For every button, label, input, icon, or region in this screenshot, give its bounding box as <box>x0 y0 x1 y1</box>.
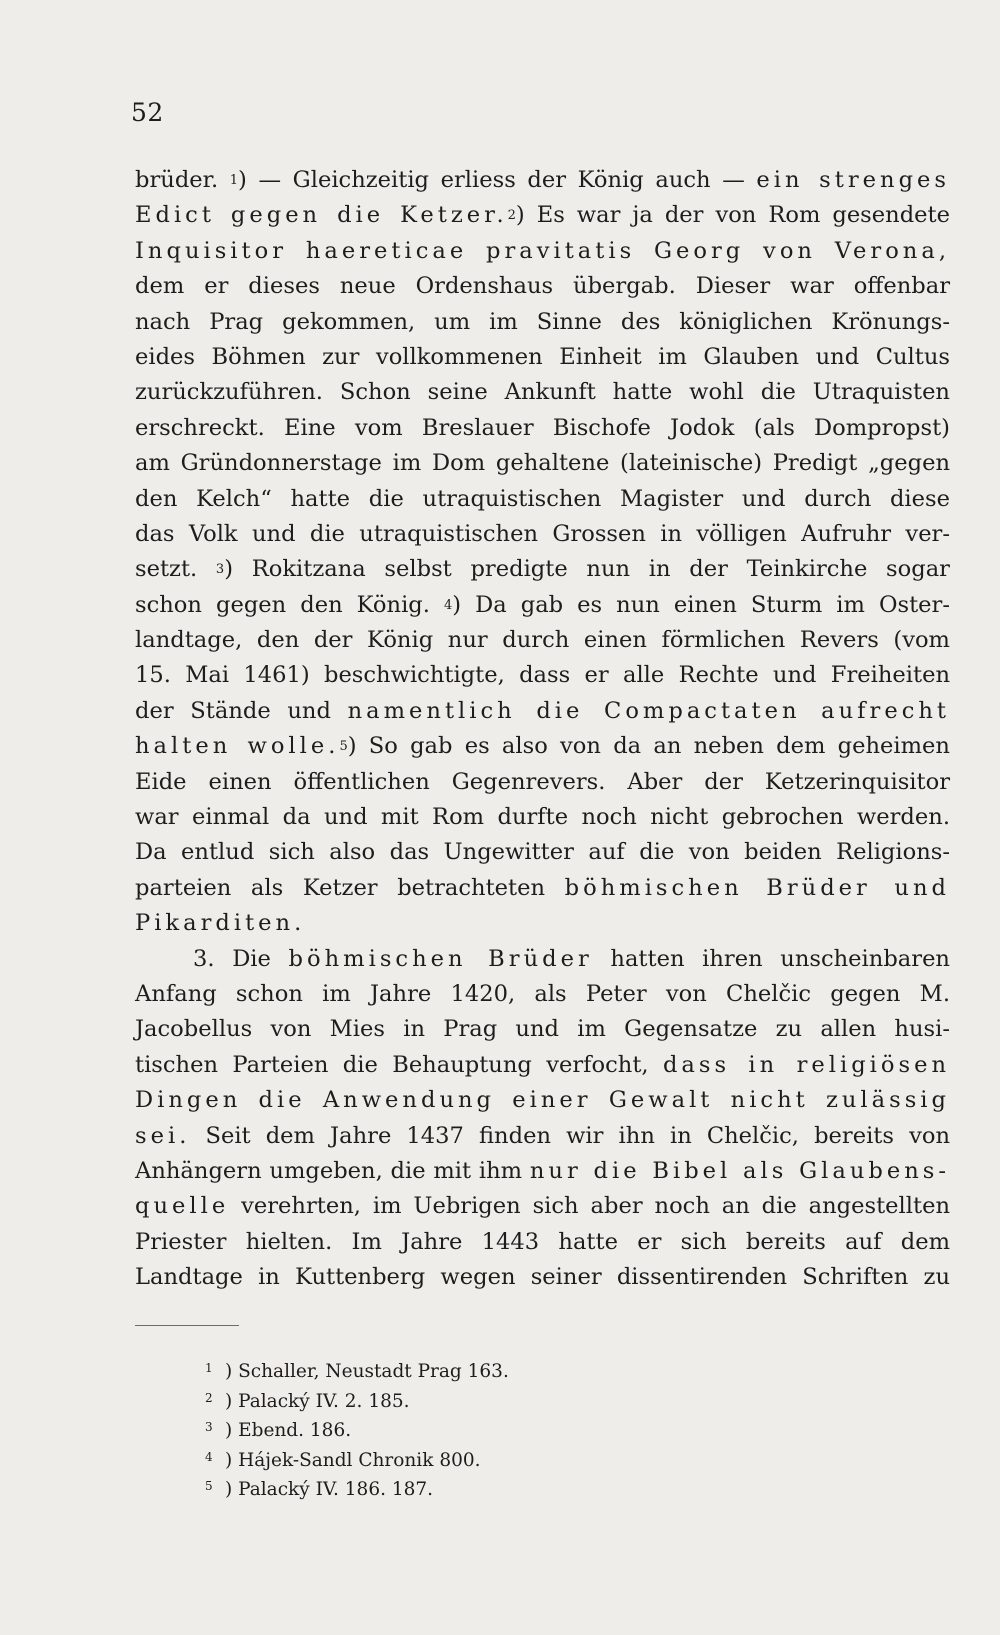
text-line <box>135 198 950 233</box>
text-fragment: das Volk und die utraquistischen Grossen in völligen Aufruhr ver- <box>135 520 950 547</box>
text-line <box>135 729 950 764</box>
footnote-number: 4 <box>205 1449 213 1464</box>
text-line <box>135 163 950 198</box>
text-line <box>135 269 950 304</box>
text-fragment: eides Böhmen zur vollkommenen Einheit im Glauben und Cultus <box>135 343 950 370</box>
text-line <box>135 1048 950 1083</box>
text-fragment: Anhängern umgeben, die mit ihm <box>135 1157 530 1184</box>
text-fragment: Anfang schon im Jahre 1420, als Peter von Chelčic gegen M. <box>135 980 950 1007</box>
text-fragment: landtage, den der König nur durch einen förmlichen Revers (vom <box>135 627 950 654</box>
footnote-reference: 1 <box>229 173 239 188</box>
text-fragment: 15. Mai 1461) beschwichtigte, dass er alle Rechte und Freiheiten <box>135 662 950 689</box>
footnote <box>205 1387 509 1417</box>
text-fragment: namentlich die Compactaten aufrecht <box>347 697 950 724</box>
text-line <box>135 1225 950 1260</box>
text-line <box>135 765 950 800</box>
footnote-number: 1 <box>205 1361 213 1375</box>
text-line <box>135 446 950 481</box>
footnote-reference: 3 <box>215 562 225 578</box>
text-line <box>135 835 950 870</box>
footnote-reference: 4 <box>443 597 453 613</box>
text-fragment: Dingen die Anwendung einer Gewalt nicht zulässig <box>135 1087 950 1114</box>
text-fragment: Inquisitor haereticae pravitatis Georg von Verona, <box>135 237 950 264</box>
footnote-text: ) Palacký IV. 2. 185. <box>225 1390 410 1412</box>
footnote-reference: 2 <box>507 208 516 224</box>
text-fragment: Da entlud sich also das Ungewitter auf die von beiden Religions- <box>135 839 950 866</box>
text-line <box>135 305 950 340</box>
page-number: 52 <box>131 98 164 127</box>
text-fragment: erschreckt. Eine vom Breslauer Bischofe Jodok (als Dompropst) <box>135 414 950 441</box>
text-fragment: nach Prag gekommen, um im Sinne des königlichen Krönungs- <box>135 308 950 335</box>
footnote-number: 2 <box>205 1390 213 1405</box>
text-fragment: brüder. <box>135 167 230 193</box>
footnote <box>205 1475 509 1505</box>
text-fragment: schon gegen den König. <box>135 591 444 618</box>
text-fragment: ) Da gab es nun einen Sturm im Oster- <box>452 591 950 618</box>
body-text <box>135 163 950 1296</box>
text-fragment: ein strenges <box>756 167 951 193</box>
text-fragment: tischen Parteien die Behauptung verfocht, <box>135 1051 663 1078</box>
text-fragment: Eide einen öffentlichen Gegenrevers. Aber der Ketzerinquisitor <box>135 768 950 795</box>
text-line <box>135 694 950 729</box>
text-fragment: nur die Bibel als Glaubens- <box>529 1157 950 1184</box>
footnote-reference: 5 <box>339 739 348 755</box>
text-line <box>135 1189 950 1224</box>
text-line <box>135 1083 950 1118</box>
text-line <box>135 871 950 906</box>
text-fragment: zurückzuführen. Schon seine Ankunft hatte wohl die Utraquisten <box>135 379 950 406</box>
footnote <box>205 1446 509 1476</box>
footnote <box>205 1357 509 1387</box>
footnote-text: ) Palacký IV. 186. 187. <box>225 1479 434 1501</box>
footnotes <box>205 1357 509 1505</box>
text-fragment: sei. <box>135 1122 191 1149</box>
text-fragment: verehrten, im Uebrigen sich aber noch an die angestellten <box>229 1193 950 1220</box>
text-fragment: Landtage in Kuttenberg wegen seiner dissentirenden Schriften zu <box>135 1264 950 1291</box>
text-line <box>135 800 950 835</box>
text-line <box>135 552 950 587</box>
text-fragment: halten wolle. <box>135 733 340 760</box>
text-fragment: parteien als Ketzer betrachteten <box>135 874 565 901</box>
text-fragment: dass in religiösen <box>662 1051 950 1078</box>
text-line <box>135 588 950 623</box>
text-fragment: böhmischen Brüder und <box>564 874 950 901</box>
footnote-text: ) Schaller, Neustadt Prag 163. <box>225 1361 509 1382</box>
text-fragment: quelle <box>135 1193 230 1220</box>
text-fragment: am Gründonnerstage im Dom gehaltene (lateinische) Predigt „gegen <box>135 450 950 477</box>
text-fragment: war einmal da und mit Rom durfte noch nicht gebrochen werden. <box>135 804 950 831</box>
footnote-text: ) Hájek-Sandl Chronik 800. <box>225 1449 481 1471</box>
text-fragment: den Kelch“ hatte die utraquistischen Magister und durch diese <box>135 485 950 512</box>
text-fragment: dem er dieses neue Ordenshaus übergab. Dieser war offenbar <box>135 273 950 300</box>
text-line <box>135 411 950 446</box>
text-fragment: ) Rokitzana selbst predigte nun in der Teinkirche sogar <box>224 556 950 583</box>
text-fragment: Seit dem Jahre 1437 finden wir ihn in Chelčic, bereits von <box>190 1122 950 1149</box>
text-fragment: Jacobellus von Mies in Prag und im Gegensatze zu allen husi- <box>135 1016 950 1043</box>
text-fragment: ) — Gleichzeitig erliess der König auch — <box>238 167 757 193</box>
text-line <box>135 906 950 941</box>
text-line <box>135 623 950 658</box>
text-fragment: hatten ihren unscheinbaren <box>592 945 950 972</box>
text-line <box>135 1154 950 1189</box>
footnote <box>205 1416 509 1446</box>
text-fragment: Pikarditen. <box>135 910 306 937</box>
text-fragment: setzt. <box>135 556 216 583</box>
text-line <box>135 1119 950 1154</box>
footnote-separator <box>135 1325 239 1326</box>
text-line <box>135 482 950 517</box>
text-line <box>135 977 950 1012</box>
footnote-text: ) Ebend. 186. <box>225 1420 352 1442</box>
text-line <box>135 517 950 552</box>
text-fragment: ) Es war ja der von Rom gesendete <box>515 202 950 229</box>
text-line <box>135 234 950 269</box>
text-line <box>135 1260 950 1295</box>
text-line <box>135 942 950 977</box>
footnote-number: 5 <box>205 1479 213 1494</box>
text-fragment: böhmischen Brüder <box>288 945 593 972</box>
text-line <box>135 375 950 410</box>
text-fragment: Edict gegen die Ketzer. <box>135 202 508 229</box>
text-fragment: ) So gab es also von da an neben dem geheimen <box>347 733 950 760</box>
text-fragment: 3. Die <box>193 945 289 972</box>
text-fragment: der Stände und <box>135 697 348 724</box>
text-line <box>135 340 950 375</box>
text-line <box>135 1012 950 1047</box>
text-line <box>135 658 950 693</box>
footnote-number: 3 <box>205 1420 213 1435</box>
text-fragment: Priester hielten. Im Jahre 1443 hatte er sich bereits auf dem <box>135 1228 950 1255</box>
